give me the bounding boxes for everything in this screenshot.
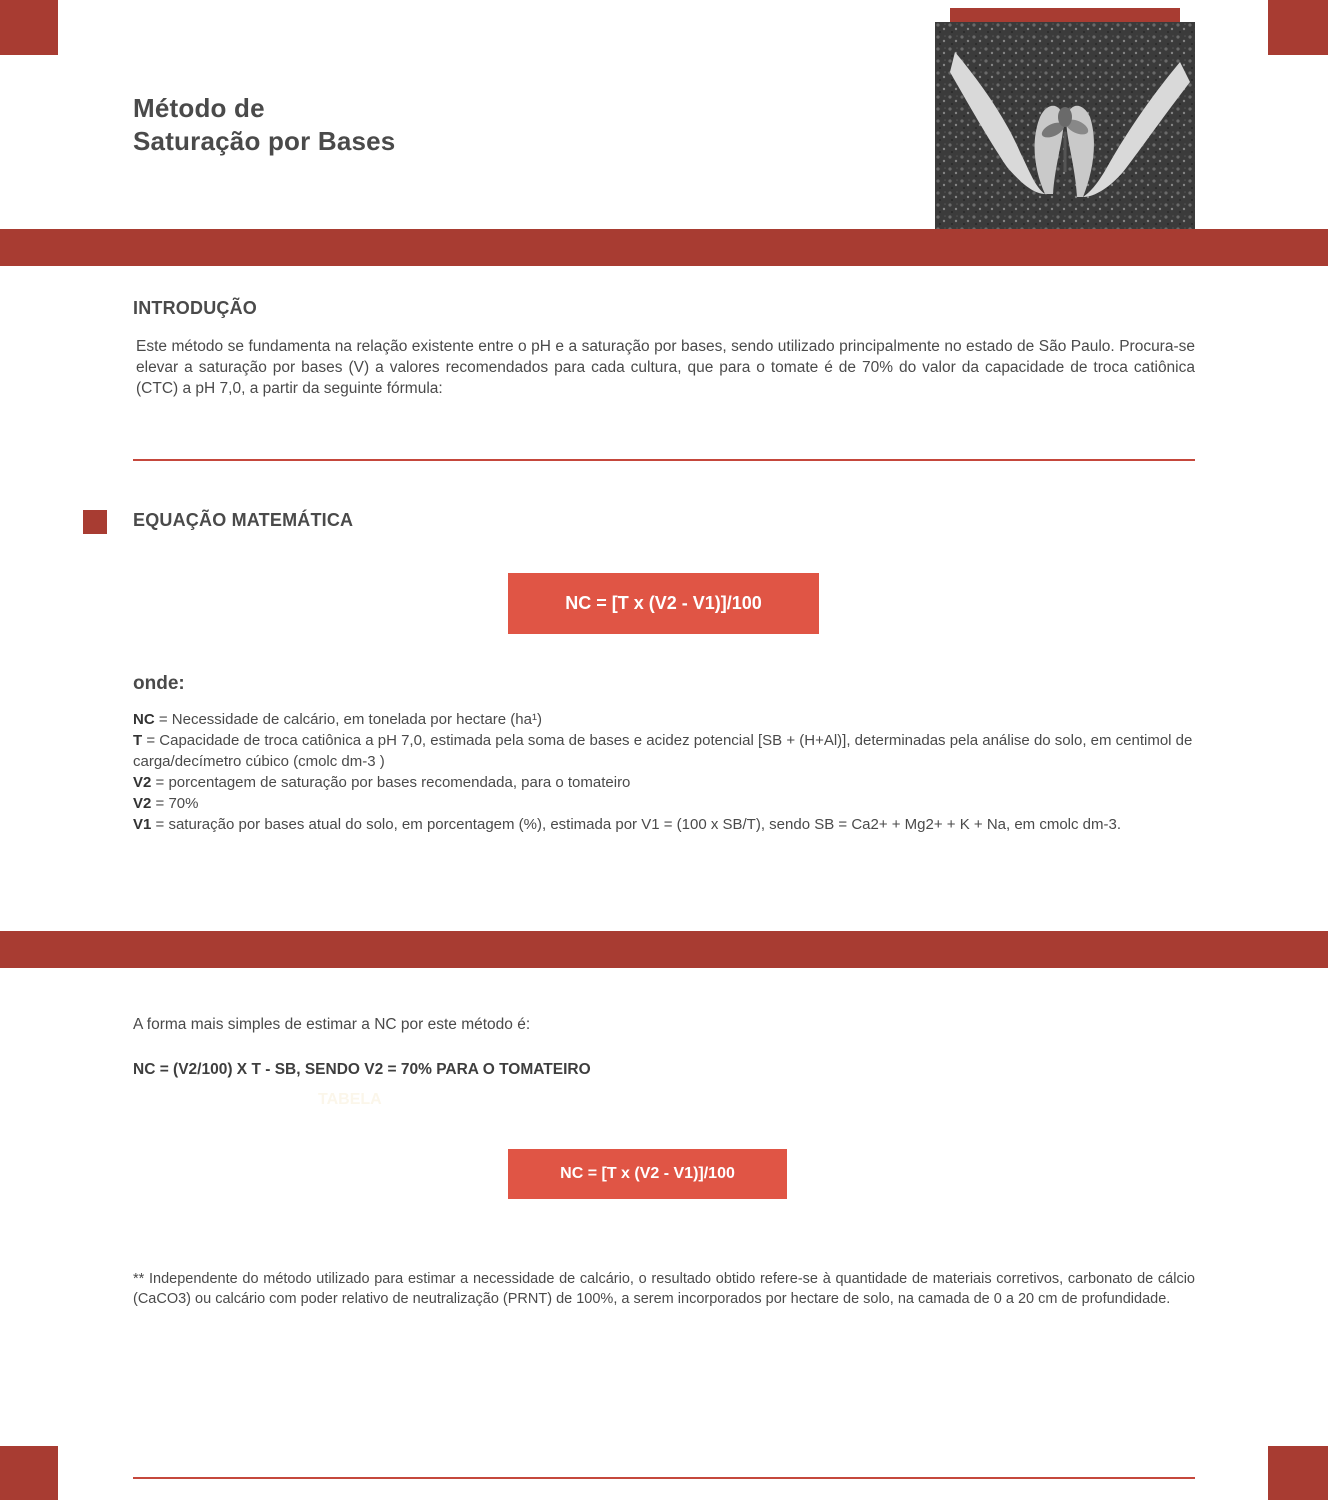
simple-formula-caps: NC = (V2/100) X T - SB, SENDO V2 = 70% PARA O TOMATEIRO [133,1061,591,1078]
intro-heading: INTRODUÇÃO [133,298,257,318]
simple-estimate-text: A forma mais simples de estimar a NC por este método é: [133,1016,531,1033]
footer-divider-line [133,1477,1195,1479]
page-title [133,92,395,158]
definition-item [133,730,1203,772]
corner-block-top-left [0,0,58,55]
definition-term: NC [133,711,155,728]
definition-item [133,793,1203,814]
intro-paragraph: Este método se fundamenta na relação existente entre o pH e a saturação por bases, sendo utilizado principalmente no estado de São Paulo. Procura-se elevar a saturação por bases (V) a valores recomendados para cada cultura, que para o tomate é de 70% do valor da capacidade de troca catiônica (CTC) a pH 7,0, a partir da seguinte fórmula: [136,338,1195,397]
tabela-label: TABELA [318,1091,382,1108]
section-band [0,931,1328,968]
definition-text: = 70% [151,795,199,812]
hands-heart-plant-photo [935,22,1195,231]
title-line-2: Saturação por Bases [133,126,396,156]
section-marker-square [83,510,107,534]
corner-block-bottom-left [0,1446,58,1500]
definition-item [133,772,1203,793]
definition-text: = saturação por bases atual do solo, em porcentagem (%), estimada por V1 = (100 x SB/T), sendo SB = Ca2+ + Mg2+ + K + Na, em cmolc dm-3. [151,816,1122,833]
footnote: ** Independente do método utilizado para estimar a necessidade de calcário, o resultado obtido refere-se à quantidade de materiais corretivos, carbonato de cálcio (CaCO3) ou calcário com poder relativo de neutralização (PRNT) de 100%, a serem incorporados por hectare de solo, na camada de 0 a 20 cm de profundidade. [133,1271,1195,1307]
definition-item [133,814,1203,835]
definition-term: T [133,732,143,749]
formula-box-secondary: NC = [T x (V2 - V1)]/100 [508,1149,787,1199]
definition-text: = Capacidade de troca catiônica a pH 7,0, estimada pela soma de bases e acidez potencial [SB + (H+Al)], determinadas pela análise do solo, em centimol de carga/decímetro cúbico (cmolc dm-3 ) [133,732,1193,770]
header-band [0,229,1328,266]
definition-term: V1 [133,816,152,833]
photo-illustration [935,22,1195,231]
definitions-list [133,709,1203,835]
title-line-1: Método de [133,93,265,123]
onde-label: onde: [133,673,185,694]
corner-block-bottom-right [1268,1446,1328,1500]
corner-block-top-right [1268,0,1328,55]
definition-item [133,709,1203,730]
definition-term: V2 [133,795,152,812]
equation-heading: EQUAÇÃO MATEMÁTICA [133,510,354,530]
formula-box: NC = [T x (V2 - V1)]/100 [508,573,819,634]
definition-text: = Necessidade de calcário, em tonelada por hectare (ha¹) [154,711,542,728]
divider-line [133,459,1195,461]
definition-term: V2 [133,774,152,791]
definition-text: = porcentagem de saturação por bases recomendada, para o tomateiro [151,774,631,791]
